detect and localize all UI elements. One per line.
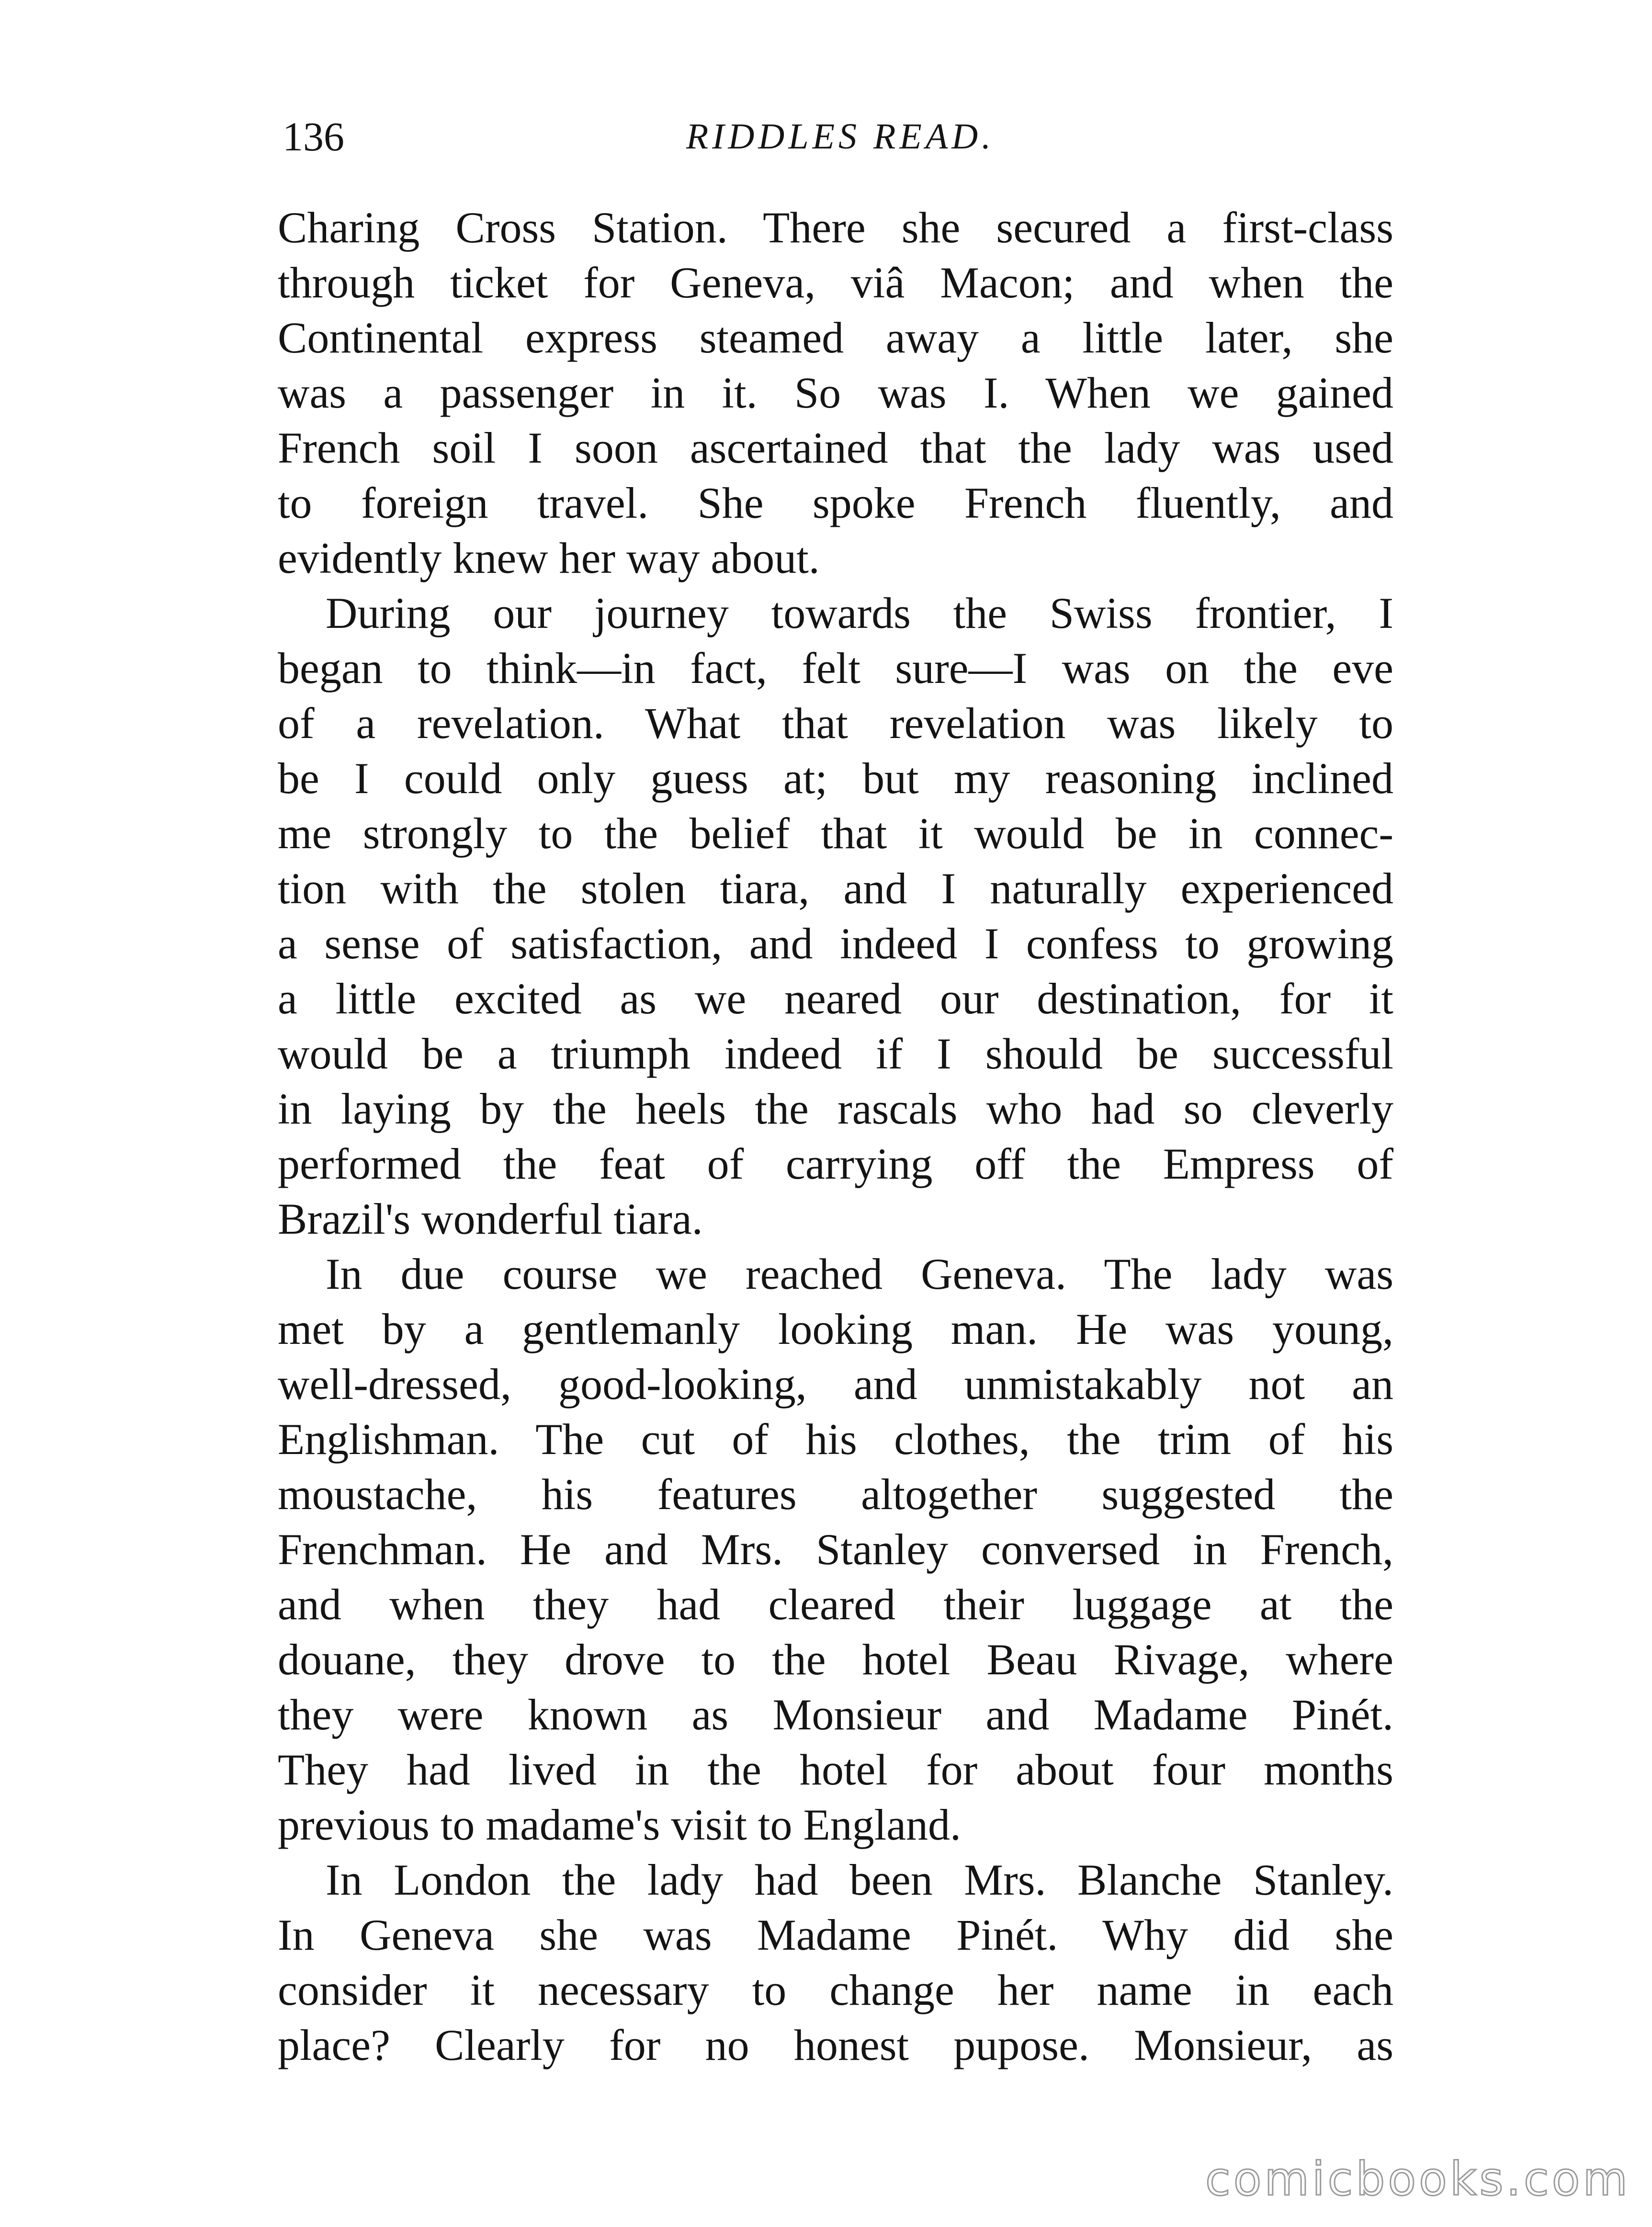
text-line: a sense of satisfaction, and indeed I confess to growing: [278, 919, 1393, 968]
text-line: they were known as Monsieur and Madame Pinét.: [278, 1690, 1393, 1739]
text-line: was a passenger in it. So was I. When we gained: [278, 368, 1393, 417]
text-line: tion with the stolen tiara, and I naturally experienced: [278, 864, 1393, 913]
text-line: in laying by the heels the rascals who had so cleverly: [278, 1084, 1393, 1133]
text-line: met by a gentlemanly looking man. He was young,: [278, 1305, 1393, 1353]
text-line: consider it necessary to change her name in each: [278, 1966, 1393, 2014]
body-text: [278, 200, 1393, 2073]
text-line: They had lived in the hotel for about four months: [278, 1745, 1393, 1794]
text-line: Brazil's wonderful tiara.: [278, 1194, 703, 1243]
text-line: previous to madame's visit to England.: [278, 1800, 962, 1849]
text-line: began to think—in fact, felt sure—I was on the eve: [278, 644, 1393, 693]
text-line: well-dressed, good-looking, and unmistakably not an: [278, 1360, 1393, 1409]
text-line: In Geneva she was Madame Pinét. Why did she: [278, 1910, 1393, 1959]
text-line: and when they had cleared their luggage at the: [278, 1580, 1393, 1629]
paragraph: [278, 586, 1393, 1247]
text-line: Continental express steamed away a little later, she: [278, 313, 1393, 362]
text-line: place? Clearly for no honest pupose. Monsieur, as: [278, 2021, 1393, 2069]
running-head: [283, 103, 1398, 170]
text-line: moustache, his features altogether suggested the: [278, 1470, 1393, 1519]
text-line: me strongly to the belief that it would be in connec-: [278, 809, 1393, 858]
paragraph: [278, 1852, 1393, 2073]
text-line: douane, they drove to the hotel Beau Rivage, where: [278, 1635, 1393, 1684]
text-line: a little excited as we neared our destination, for it: [278, 974, 1393, 1023]
text-line: Frenchman. He and Mrs. Stanley conversed in French,: [278, 1525, 1393, 1574]
text-line: In London the lady had been Mrs. Blanche Stanley.: [326, 1855, 1393, 1904]
text-line: Englishman. The cut of his clothes, the trim of his: [278, 1415, 1393, 1464]
paragraph: [278, 200, 1393, 586]
text-line: would be a triumph indeed if I should be successful: [278, 1029, 1393, 1078]
text-line: Charing Cross Station. There she secured a first-class: [278, 203, 1393, 252]
running-title: RIDDLES READ.: [686, 116, 995, 157]
watermark: comicbooks.com: [1205, 2152, 1630, 2206]
text-line: of a revelation. What that revelation was likely to: [278, 699, 1393, 748]
text-line: be I could only guess at; but my reasoning inclined: [278, 754, 1393, 803]
text-line: French soil I soon ascertained that the lady was used: [278, 423, 1393, 472]
text-line: performed the feat of carrying off the Empress of: [278, 1139, 1393, 1188]
text-line: In due course we reached Geneva. The lady was: [326, 1250, 1393, 1298]
text-line: evidently knew her way about.: [278, 534, 820, 582]
text-line: through ticket for Geneva, viâ Macon; and when the: [278, 258, 1393, 307]
text-line: to foreign travel. She spoke French fluently, and: [278, 478, 1393, 527]
page-number: 136: [283, 114, 344, 159]
paragraph: [278, 1247, 1393, 1852]
text-line: During our journey towards the Swiss frontier, I: [326, 589, 1393, 637]
